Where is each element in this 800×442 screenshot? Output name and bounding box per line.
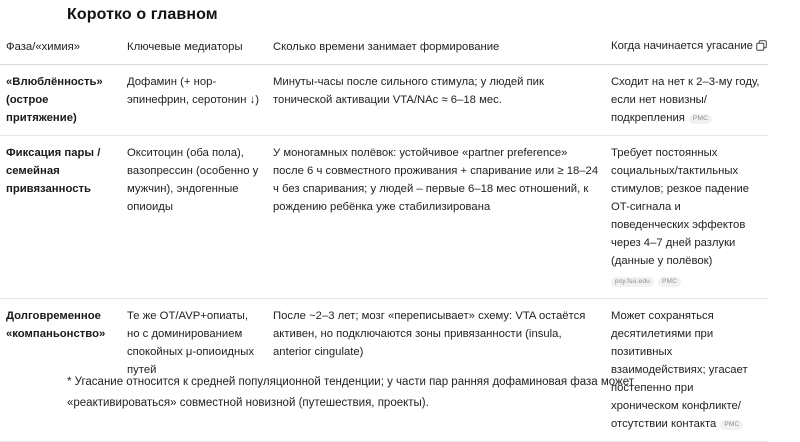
cell-decline xyxy=(605,299,768,442)
table-row xyxy=(0,136,768,299)
table-row xyxy=(0,65,768,136)
copy-icon[interactable] xyxy=(756,39,767,57)
cell-decline xyxy=(605,65,768,136)
header-mediators: Ключевые медиаторы xyxy=(121,30,267,65)
table-row xyxy=(0,299,768,442)
page-title: Коротко о главном xyxy=(67,6,218,23)
header-decline xyxy=(605,30,768,65)
header-decline-label: Когда начинается угасание xyxy=(611,40,753,52)
cell-mediators: Дофамин (+ нор-эпинефрин, серотонин ↓) xyxy=(121,65,267,136)
cell-phase: «Влюблённость» (острое притяжение) xyxy=(0,65,121,136)
header-phase: Фаза/«химия» xyxy=(0,30,121,65)
source-badge[interactable]: psy.fsu.edu xyxy=(611,277,654,287)
source-badge[interactable]: PMC xyxy=(720,420,743,430)
source-badge[interactable]: PMC xyxy=(689,114,712,124)
cell-decline xyxy=(605,136,768,299)
cell-formation: После ~2–3 лет; мозг «переписывает» схему: VTA остаётся активен, но подключаются зоны привязанности (insula, anterior cingulate) xyxy=(267,299,605,442)
cell-formation: У моногамных полёвок: устойчивое «partner preference» после 6 ч совместного проживания + спаривание или ≥ 18–24 ч без спаривания; у людей – первые 6–18 мес отношений, к рождению ребёнка уже стабилизирована xyxy=(267,136,605,299)
source-badge[interactable]: PMC xyxy=(658,277,681,287)
footnote: * Угасание относится к средней популяционной тенденции; у части пар ранняя дофаминовая фаза может «реактивироваться» совместной новизной (путешествия, проекты). xyxy=(67,376,635,409)
table-header-row xyxy=(0,30,768,65)
cell-mediators: Окситоцин (оба пола), вазопрессин (особенно у мужчин), эндогенные опиоиды xyxy=(121,136,267,299)
cell-decline-text: Требует постоянных социальных/тактильных стимулов; резкое падение OT-сигнала и поведенческих эффектов через 4–7 дней разлуки (данные у полёвок) xyxy=(611,147,750,267)
cell-mediators: Те же OT/AVP+опиаты, но с доминированием спокойных μ-опиоидных путей xyxy=(121,299,267,442)
cell-phase: Долговременное «компаньонство» xyxy=(0,299,121,442)
cell-phase: Фиксация пары / семейная привязанность xyxy=(0,136,121,299)
cell-formation: Минуты-часы после сильного стимула; у людей пик тонической активации VTA/NAc ≈ 6–18 мес. xyxy=(267,65,605,136)
badge-row xyxy=(611,272,762,290)
cell-decline-text: Может сохраняться десятилетиями при позитивных взаимодействиях; угасает постепенно при хроническом конфликте/отсутствии контакта xyxy=(611,310,748,430)
cell-decline-text: Сходит на нет к 2–3-му году, если нет новизны/подкрепления xyxy=(611,76,760,124)
header-formation: Сколько времени занимает формирование xyxy=(267,30,605,65)
